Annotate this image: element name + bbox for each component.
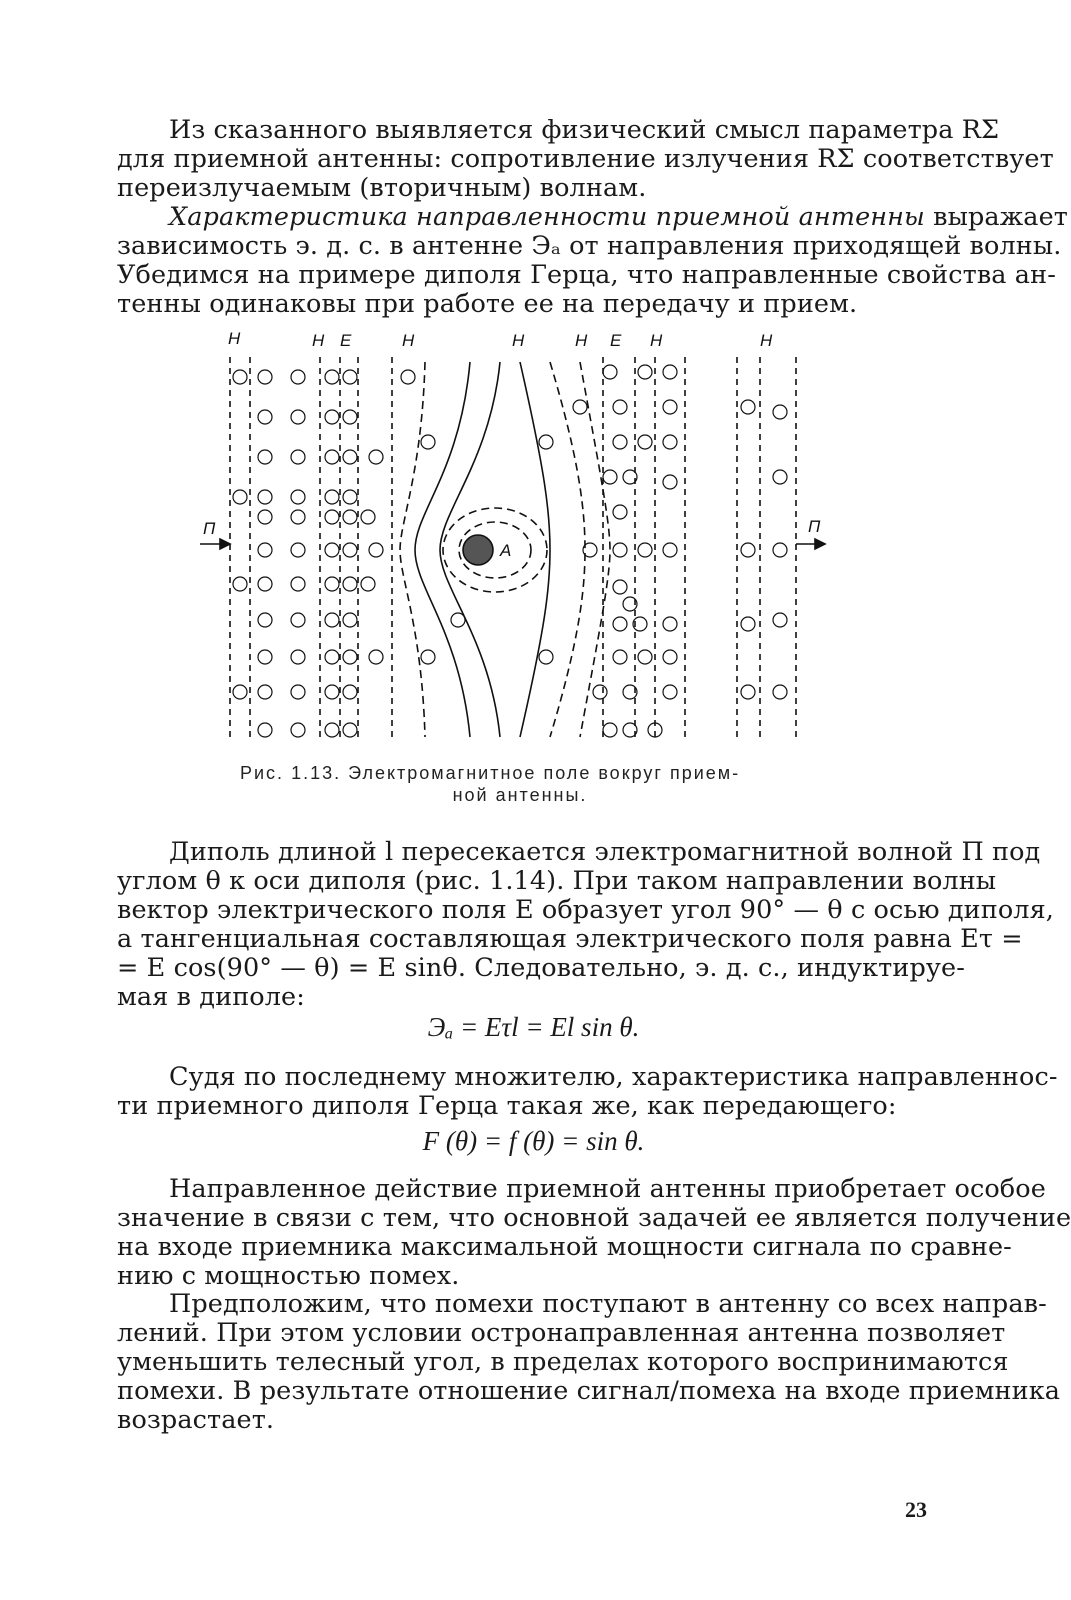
text-line: значение в связи с тем, что основной задачей ее является получение [117, 1203, 1071, 1233]
page-number: 23 [905, 1497, 927, 1522]
text-line: Судя по последнему множителю, характеристика направленнос- [169, 1062, 1058, 1092]
label-pi-left: П [203, 519, 216, 538]
text-line: а тангенциальная составляющая электрического поля равна Eτ = [117, 924, 1023, 954]
paragraph-2 [117, 202, 1068, 319]
text-line: Диполь длиной l пересекается электромагнитной волной П под [169, 837, 1041, 867]
formula-directivity: F (θ) = f (θ) = sin θ. [422, 1126, 645, 1156]
label-h: H [760, 331, 773, 350]
paragraph-3 [117, 837, 1054, 1012]
label-h: H [312, 331, 325, 350]
label-h: H [228, 329, 241, 348]
label-h: H [512, 331, 525, 350]
figure-electromagnetic-field [200, 322, 840, 752]
text-line: углом θ к оси диполя (рис. 1.14). При таком направлении волны [117, 866, 997, 896]
text-line: Предположим, что помехи поступают в антенну со всех направ- [169, 1289, 1047, 1319]
text-line: Убедимся на примере диполя Герца, что направленные свойства ан- [117, 260, 1056, 290]
label-h: H [402, 331, 415, 350]
paragraph-1 [117, 115, 1054, 203]
text-line: на входе приемника максимальной мощности сигнала по сравне- [117, 1232, 1012, 1262]
text-line: вектор электрического поля E образует угол 90° — θ с осью диполя, [117, 895, 1054, 925]
text-line: зависимость э. д. с. в антенне Эₐ от направления приходящей волны. [117, 231, 1062, 261]
label-a: A [500, 541, 512, 560]
text-line: Направленное действие приемной антенны приобретает особое [169, 1174, 1046, 1204]
text-line: помехи. В результате отношение сигнал/помеха на входе приемника [117, 1376, 1061, 1406]
text-line: переизлучаемым (вторичным) волнам. [117, 173, 647, 203]
label-h: H [650, 331, 663, 350]
caption-line: Рис. 1.13. Электромагнитное поле вокруг прием- [240, 763, 741, 783]
label-e: E [340, 331, 352, 350]
label-e: E [610, 331, 622, 350]
text-line: лений. При этом условии остронаправленная антенна позволяет [117, 1318, 1006, 1348]
paragraph-5 [117, 1174, 1071, 1291]
text-line: Из сказанного выявляется физический смысл параметра RΣ [169, 115, 1000, 145]
figure-caption [240, 762, 800, 806]
text-line: уменьшить телесный угол, в пределах которого воспринимаются [117, 1347, 1009, 1377]
formula-emf: Эₐ = Eτl = El sin θ. [427, 1012, 640, 1042]
italic-term: Характеристика направленности приемной антенны [169, 202, 925, 232]
dot-markers [401, 365, 787, 737]
text-line: нию с мощностью помех. [117, 1261, 460, 1291]
caption-line: ной антенны. [452, 785, 588, 805]
antenna-cross-section [463, 535, 493, 565]
text-line: = E cos(90° — θ) = E sinθ. Следовательно, э. д. с., индуктируе- [117, 953, 965, 983]
text-line: возрастает. [117, 1405, 275, 1435]
text-fragment: выражает [924, 202, 1068, 232]
text-line: для приемной антенны: сопротивление излучения RΣ соответствует [117, 144, 1054, 174]
paragraph-6 [117, 1289, 1061, 1435]
text-line: мая в диполе: [117, 982, 305, 1012]
text-line [117, 202, 1068, 232]
label-h: H [575, 331, 588, 350]
text-line: тенны одинаковы при работе ее на передачу и прием. [117, 289, 858, 319]
text-line: ти приемного диполя Герца такая же, как передающего: [117, 1091, 897, 1121]
paragraph-4 [117, 1062, 1058, 1121]
label-pi-right: П [808, 517, 821, 536]
